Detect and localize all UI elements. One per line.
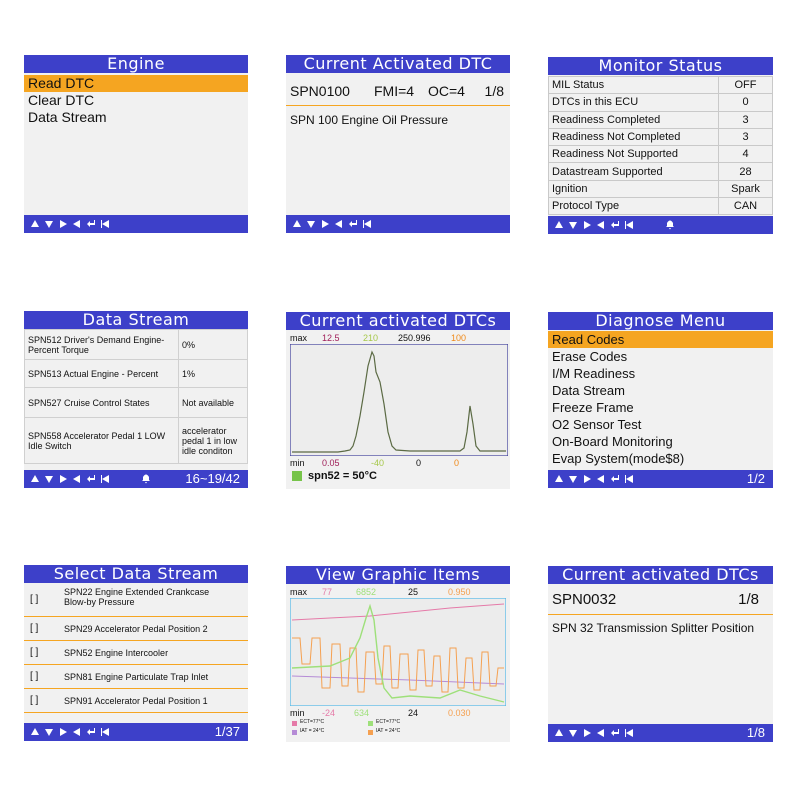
dtc2-spn: SPN0032 [552,591,617,608]
max-label: max [290,333,308,343]
page-indicator: 1/8 [746,725,765,740]
select-datastream-title: Select Data Stream [24,565,248,583]
legend-swatch [368,721,373,726]
max-value-4: 100 [451,333,467,343]
left-icon[interactable] [72,474,82,484]
datastream-value: accelerator pedal 1 in low idle conditon [179,418,248,464]
monitor-label: Ignition [549,180,719,197]
datastream-row[interactable] [25,388,248,418]
max-value-3: 25 [408,587,419,597]
engine-title: Engine [24,55,248,73]
monitor-label: Readiness Not Supported [549,146,719,163]
right-icon[interactable] [58,219,68,229]
min-label: min [290,708,305,718]
back-icon[interactable] [100,219,110,229]
page-indicator: 16~19/42 [185,471,240,486]
left-icon[interactable] [596,728,606,738]
datastream-value: 0% [179,330,248,360]
down-icon[interactable] [306,219,316,229]
dtc2-title: Current activated DTCs [548,566,773,584]
graph1-title: Current activated DTCs [286,312,510,330]
select-list-item[interactable] [24,617,248,641]
engine-menu [24,75,248,126]
datastream-label: SPN513 Actual Engine - Percent [25,360,179,388]
back-icon[interactable] [624,728,634,738]
monitor-row [549,94,773,111]
select-datastream-screen [24,565,248,741]
monitor-label: DTCs in this ECU [549,94,719,111]
menu-item-data-stream[interactable]: Data Stream [28,109,107,125]
right-icon[interactable] [58,474,68,484]
monitor-row [549,163,773,180]
checkbox[interactable]: [ ] [30,695,39,706]
menu-item[interactable]: Read Codes [548,331,773,348]
monitor-value: 28 [719,163,773,180]
enter-icon[interactable] [348,219,358,229]
datastream-row[interactable] [25,360,248,388]
right-icon[interactable] [320,219,330,229]
min-value-1: -24 [322,708,336,718]
monitor-row [549,128,773,145]
select-list-item[interactable] [24,641,248,665]
page-indicator: 1/2 [746,471,765,486]
diagnose-screen [548,312,773,488]
checkbox[interactable]: [ ] [30,647,39,658]
nav-footer [548,470,773,488]
back-icon[interactable] [624,474,634,484]
monitor-label: Readiness Completed [549,111,719,128]
checkbox[interactable]: [ ] [30,594,39,605]
legend-swatch [292,721,297,726]
datastream-screen [24,311,248,488]
dtc-spn: SPN0100 [290,83,350,99]
dtc-description: SPN 100 Engine Oil Pressure [290,113,449,127]
max-value-1: 77 [322,587,333,597]
datastream-table [24,329,248,464]
enter-icon[interactable] [610,474,620,484]
max-value-4: 0.950 [448,587,471,597]
min-label: min [290,458,305,468]
graph2-screen [286,566,510,742]
menu-item[interactable]: I/M Readiness [552,366,636,381]
datastream-row[interactable] [25,418,248,464]
select-list-item[interactable] [24,689,248,713]
monitor-value: CAN [719,198,773,215]
min-value-2: 634 [354,708,370,718]
nav-footer [24,470,248,488]
menu-item-read-dtc[interactable]: Read DTC [24,75,248,92]
monitor-title: Monitor Status [548,57,773,75]
enter-icon[interactable] [86,219,96,229]
max-value-2: 6852 [356,587,377,597]
monitor-row [549,180,773,197]
left-icon[interactable] [72,219,82,229]
legend-text: IAT = 24°C [376,728,401,734]
nav-footer [24,723,248,741]
diagnose-title: Diagnose Menu [548,312,773,330]
monitor-label: Datastream Supported [549,163,719,180]
select-list-item[interactable] [24,583,248,617]
select-item-label: SPN22 Engine Extended Crankcase Blow-by Pressure [64,587,210,607]
legend-swatch [292,730,297,735]
max-label: max [290,587,308,597]
dtc-page: 1/8 [484,83,504,99]
graph1-screen [286,312,510,489]
monitor-value: OFF [719,77,773,94]
legend-text: spn52 = 50°C [308,470,377,482]
graph2-plot [290,598,506,706]
dtc-oc: OC=4 [428,83,465,99]
datastream-title: Data Stream [24,311,248,329]
monitor-label: Protocol Type [549,198,719,215]
nav-footer [548,724,773,742]
monitor-row [549,111,773,128]
graph2-title: View Graphic Items [286,566,510,584]
datastream-value: 1% [179,360,248,388]
back-icon[interactable] [362,219,372,229]
datastream-row[interactable] [25,330,248,360]
up-icon[interactable] [292,219,302,229]
monitor-table [548,76,773,215]
back-icon[interactable] [624,220,634,230]
menu-item[interactable]: Erase Codes [552,349,628,364]
monitor-value: 3 [719,111,773,128]
monitor-value: 4 [719,146,773,163]
up-icon[interactable] [554,728,564,738]
monitor-value: Spark [719,180,773,197]
dtc-title: Current Activated DTC [286,55,510,73]
monitor-value: 3 [719,128,773,145]
select-item-label: SPN91 Accelerator Pedal Position 1 [64,696,208,706]
bell-icon[interactable] [140,472,152,484]
datastream-label: SPN512 Driver's Demand Engine-Percent Torque [25,330,179,360]
enter-icon[interactable] [610,220,620,230]
min-value-2: -40 [371,458,385,468]
left-icon[interactable] [334,219,344,229]
right-icon[interactable] [582,728,592,738]
menu-item[interactable]: On-Board Monitoring [552,434,673,449]
max-value-2: 210 [363,333,379,343]
monitor-screen [548,57,773,234]
left-icon[interactable] [72,727,82,737]
min-value-1: 0.05 [322,458,340,468]
legend-swatch [368,730,373,735]
right-icon[interactable] [582,474,592,484]
monitor-label: Readiness Not Completed [549,128,719,145]
monitor-label: MIL Status [549,77,719,94]
min-value-3: 24 [408,708,419,718]
menu-item[interactable]: Data Stream [552,383,625,398]
engine-screen [24,55,248,233]
down-icon[interactable] [44,474,54,484]
select-item-label: SPN81 Engine Particulate Trap Inlet [64,672,209,682]
min-value-4: 0 [454,458,460,468]
legend-text: IAT = 24°C [300,728,325,734]
menu-item[interactable]: O2 Sensor Test [552,417,642,432]
monitor-row [549,77,773,94]
menu-item[interactable]: Freeze Frame [552,400,634,415]
back-icon[interactable] [100,474,110,484]
legend-swatch [292,471,302,481]
nav-footer [548,216,773,234]
legend-text: ECT=77°C [376,719,401,725]
left-icon[interactable] [596,220,606,230]
menu-item-clear-dtc[interactable]: Clear DTC [28,92,95,108]
nav-footer [286,215,510,233]
down-icon[interactable] [44,727,54,737]
monitor-row [549,198,773,215]
datastream-label: SPN558 Accelerator Pedal 1 LOW Idle Switch [25,418,179,464]
datastream-value: Not available [179,388,248,418]
select-item-label: SPN29 Accelerator Pedal Position 2 [64,624,208,634]
down-icon[interactable] [568,728,578,738]
enter-icon[interactable] [610,728,620,738]
diagnose-menu [548,331,773,467]
right-icon[interactable] [582,220,592,230]
monitor-row [549,146,773,163]
up-icon[interactable] [30,474,40,484]
enter-icon[interactable] [86,727,96,737]
checkbox[interactable]: [ ] [30,623,39,634]
monitor-value: 0 [719,94,773,111]
max-value-3: 250.996 [398,333,431,343]
checkbox[interactable]: [ ] [30,671,39,682]
down-icon[interactable] [568,474,578,484]
select-list-item[interactable] [24,665,248,689]
up-icon[interactable] [554,220,564,230]
up-icon[interactable] [30,727,40,737]
bell-icon[interactable] [664,218,676,230]
left-icon[interactable] [596,474,606,484]
dtc-screen [286,55,510,233]
dtc2-screen [548,566,773,742]
graph1-plot [290,344,508,456]
min-value-3: 0 [416,458,422,468]
max-value-1: 12.5 [322,333,340,343]
min-value-4: 0.030 [448,708,471,718]
right-icon[interactable] [58,727,68,737]
dtc2-page: 1/8 [738,591,759,608]
back-icon[interactable] [100,727,110,737]
down-icon[interactable] [568,220,578,230]
page-indicator: 1/37 [214,724,240,739]
enter-icon[interactable] [86,474,96,484]
dtc-fmi: FMI=4 [374,83,415,99]
dtc2-description: SPN 32 Transmission Splitter Position [552,621,755,635]
legend-text: ECT=77°C [300,719,325,725]
down-icon[interactable] [44,219,54,229]
datastream-label: SPN527 Cruise Control States [25,388,179,418]
up-icon[interactable] [554,474,564,484]
menu-item[interactable]: Evap System(mode$8) [552,451,685,466]
up-icon[interactable] [30,219,40,229]
select-item-label: SPN52 Engine Intercooler [64,648,169,658]
nav-footer [24,215,248,233]
